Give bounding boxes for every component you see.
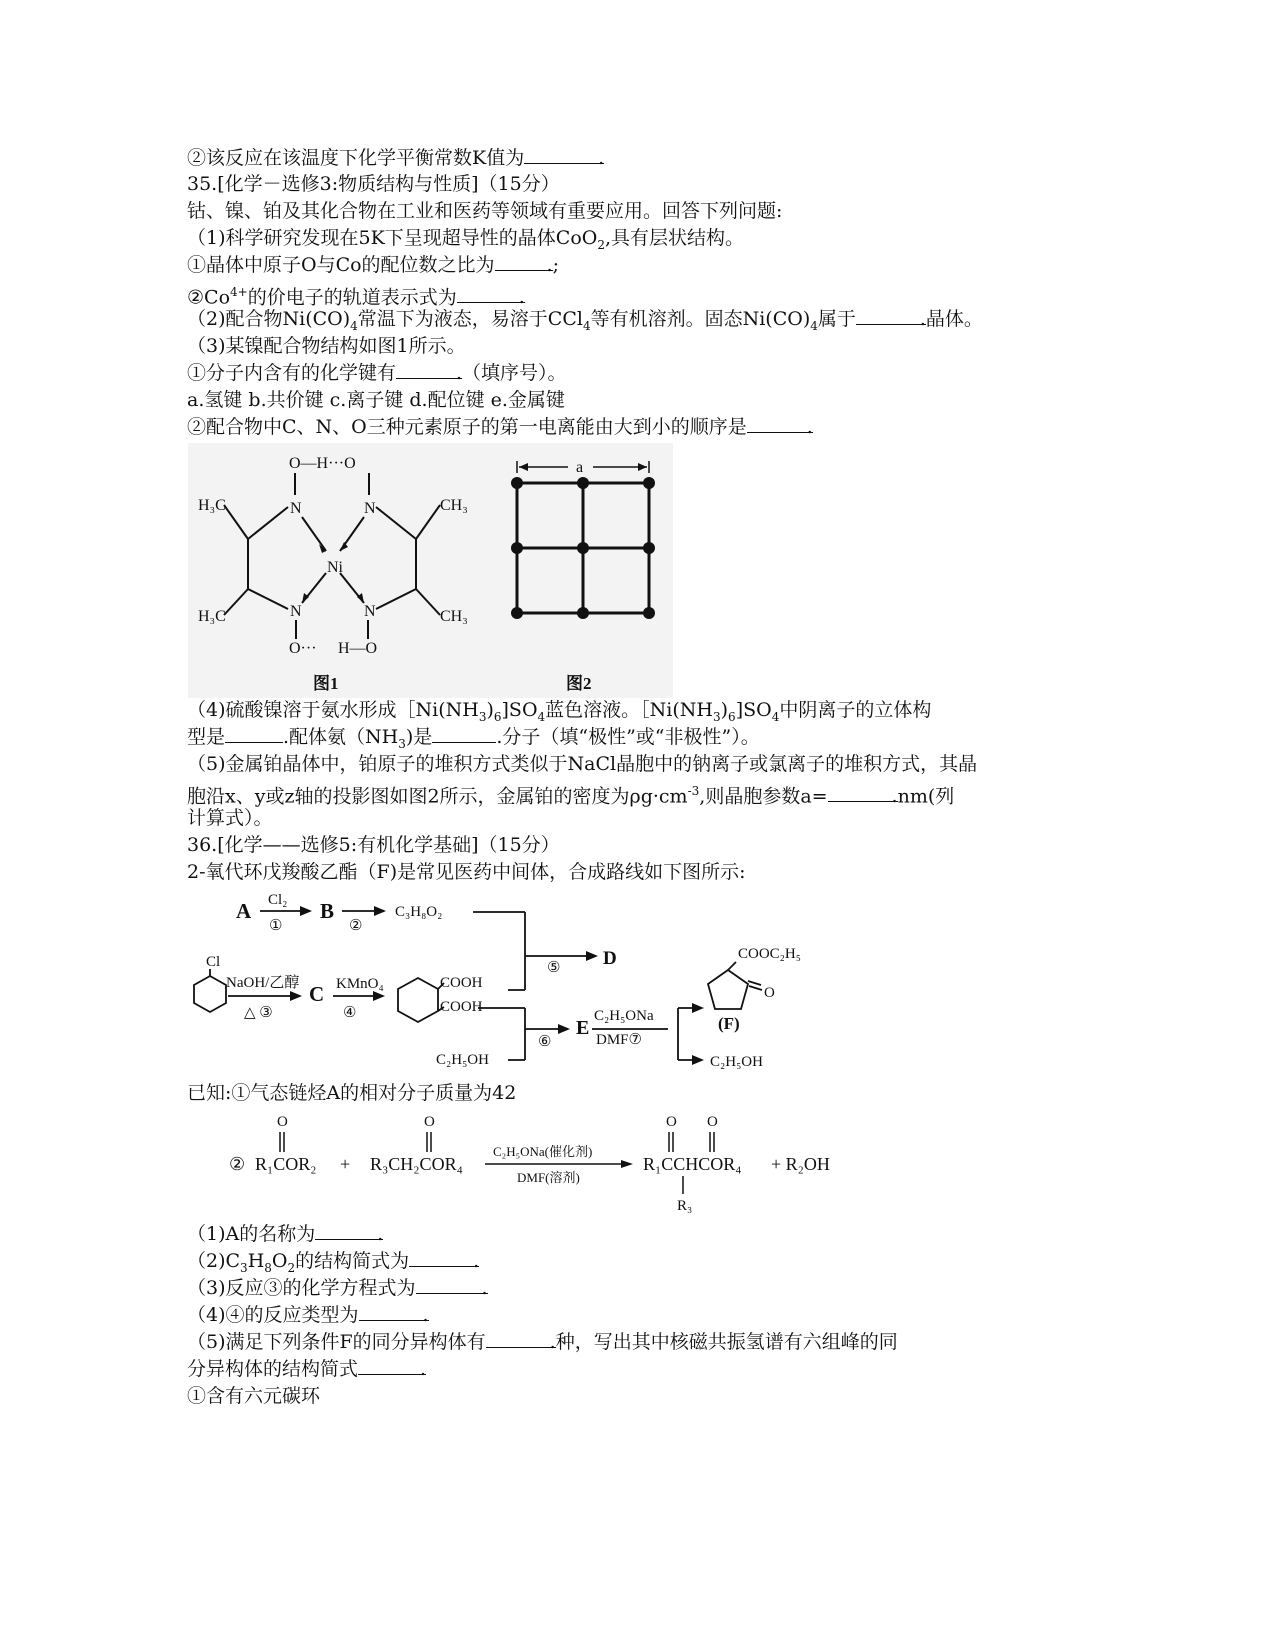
known-reaction-2 <box>225 1106 845 1218</box>
fig1-label: N <box>364 603 376 620</box>
q34-subquestion-2: ②该反应在该温度下化学平衡常数K值为 . <box>187 147 605 169</box>
answer-blank[interactable]: . <box>828 783 898 802</box>
answer-blank[interactable]: . <box>396 360 462 379</box>
q35-part3-options: a.氢键 b.共价键 c.离子键 d.配位键 e.金属键 <box>187 389 565 411</box>
fig1-label: H—O <box>338 640 378 657</box>
answer-blank[interactable]: . <box>409 1248 479 1267</box>
answer-blank[interactable]: . <box>315 1221 383 1240</box>
svg-text:Cl: Cl <box>206 954 221 970</box>
svg-text:C₂H₅ONa: C₂H₅ONa <box>594 1008 654 1024</box>
q35-part1-sub1: ①晶体中原子O与Co的配位数之比为 .; <box>187 254 559 276</box>
answer-blank[interactable]: . <box>359 1302 429 1321</box>
svg-text:O: O <box>666 1114 677 1130</box>
fig1-label: H₃C <box>198 497 226 514</box>
q35-part2: （2)配合物$Ni(CO)_4$常温下为液态，易溶于CCl$_4$等有机溶剂。固态$Ni(CO)_4$属于 .晶体。 <box>187 308 983 333</box>
svg-text:R₃: R₃ <box>677 1198 693 1214</box>
fig1-label: CH₃ <box>440 608 468 625</box>
figure-2-caption: 图2 <box>566 674 592 693</box>
q35-part3-sub2: ②配合物中C、N、O三种元素原子的第一电离能由大到小的顺序是 . <box>187 416 813 438</box>
svg-text:②: ② <box>229 1154 246 1174</box>
fig1-label: N <box>290 500 302 517</box>
svg-text:④: ④ <box>343 1005 357 1021</box>
q35-intro: 钴、镍、铂及其化合物在工业和医药等领域有重要应用。回答下列问题: <box>187 200 783 222</box>
fig1-label: N <box>290 603 302 620</box>
q36-intro: 2-氧代环戊羧酸乙酯（F)是常见医药中间体，合成路线如下图所示: <box>187 861 746 883</box>
q36-part5-condition-1: ①含有六元碳环 <box>187 1385 321 1407</box>
q35-part1-sub2: $②Co^{4+}$的价电子的轨道表示式为 . <box>187 285 525 309</box>
svg-text:KMnO₄: KMnO₄ <box>336 976 384 992</box>
figure-1-2 <box>188 443 673 698</box>
fig1-label: Ni <box>327 559 343 576</box>
q35-part1-stem: （1)科学研究发现在5K下呈现超导性的晶体CoO$_2$,具有层状结构。 <box>187 227 745 252</box>
svg-text:+: + <box>340 1154 351 1174</box>
svg-text:DMF(溶剂): DMF(溶剂) <box>517 1170 580 1185</box>
svg-text:NaOH/乙醇: NaOH/乙醇 <box>226 975 300 991</box>
svg-text:C₂H₅OH: C₂H₅OH <box>436 1052 489 1068</box>
q35-part5-line1: （5)金属铂晶体中，铂原子的堆积方式类似于NaCl晶胞中的钠离子或氯离子的堆积方式，其晶 <box>187 753 978 775</box>
q36-part5-line2: 分异构体的结构简式 . <box>187 1358 427 1380</box>
answer-blank[interactable]: . <box>495 252 553 271</box>
svg-text:COOH: COOH <box>440 975 483 991</box>
q36-part1: （1)A的名称为 . <box>187 1223 384 1245</box>
fig1-label: O··· <box>289 640 317 657</box>
svg-text:R₁COR₂: R₁COR₂ <box>255 1154 317 1174</box>
svg-text:COOC₂H₅: COOC₂H₅ <box>738 946 801 962</box>
q36-part4: （4)④的反应类型为 . <box>187 1304 429 1326</box>
answer-blank[interactable] <box>432 724 496 743</box>
svg-text:⑥: ⑥ <box>538 1034 552 1050</box>
compound-A: A <box>236 899 252 923</box>
svg-text:C₂H₅OH: C₂H₅OH <box>710 1054 763 1070</box>
answer-blank[interactable]: . <box>524 145 604 164</box>
svg-text:+ R₂OH: + R₂OH <box>771 1154 830 1174</box>
svg-text:O: O <box>277 1114 288 1130</box>
q36-heading: 36.[化学——选修5:有机化学基础]（15分） <box>187 834 560 856</box>
svg-text:Cl₂: Cl₂ <box>268 892 288 908</box>
q35-part3-stem: （3)某镍配合物结构如图1所示。 <box>187 335 466 357</box>
q35-heading: 35.[化学－选修3:物质结构与性质]（15分） <box>187 173 560 195</box>
fig1-label: N <box>364 500 376 517</box>
svg-text:②: ② <box>349 918 363 934</box>
answer-blank[interactable]: . <box>416 1275 488 1294</box>
answer-blank[interactable] <box>225 724 283 743</box>
fig1-label: CH₃ <box>440 497 468 514</box>
answer-blank[interactable]: . <box>856 306 926 325</box>
q36-known-1: 已知:①气态链烃A的相对分子质量为42 <box>187 1082 517 1104</box>
svg-text:C₂H₅ONa(催化剂): C₂H₅ONa(催化剂) <box>493 1144 593 1159</box>
svg-text:(F): (F) <box>718 1014 740 1033</box>
svg-text:R₃CH₂COR₄: R₃CH₂COR₄ <box>370 1154 463 1174</box>
svg-text:R₁CCHCOR₄: R₁CCHCOR₄ <box>643 1154 742 1174</box>
q35-part4-line1: （4)硫酸镍溶于氨水形成$[Ni(NH_3)_6]SO_4$蓝色溶液。$[Ni(NH_3)_6]SO_4$中阴离子的立体构 <box>187 699 932 724</box>
figure-2-dimension-label: a <box>576 459 584 476</box>
compound-C: C <box>309 982 325 1006</box>
svg-text:O: O <box>707 1114 718 1130</box>
compound-E: E <box>576 1017 590 1039</box>
q35-part4-line2: 型是 .配体氨$(NH_3)$是 .分子（填“极性”或“非极性”）。 <box>187 726 760 751</box>
svg-text:COOH: COOH <box>440 999 483 1015</box>
q35-part3-sub1: ①分子内含有的化学键有 .（填序号）。 <box>187 362 567 384</box>
svg-text:O: O <box>764 985 775 1001</box>
compound-D: D <box>603 948 617 969</box>
fig1-label: O—H···O <box>289 455 356 472</box>
fig1-label: H₃C <box>198 608 226 625</box>
answer-blank[interactable]: . <box>457 284 525 303</box>
svg-text:C₃H₈O₂: C₃H₈O₂ <box>395 904 443 920</box>
svg-text:O: O <box>424 1114 435 1130</box>
svg-text:DMF⑦: DMF⑦ <box>596 1032 642 1048</box>
figure-1-caption: 图1 <box>313 674 339 693</box>
q36-part5-line1: （5)满足下列条件F的同分异构体有 .种，写出其中核磁共振氢谱有六组峰的同 <box>187 1331 898 1353</box>
q35-part5-line3: 计算式）。 <box>187 807 273 829</box>
answer-blank[interactable]: . <box>358 1356 426 1375</box>
svg-text:①: ① <box>269 918 283 934</box>
q36-part2: $(2)C_3H_8O_2$的结构简式为 . <box>187 1250 480 1275</box>
answer-blank[interactable]: . <box>486 1329 556 1348</box>
answer-blank[interactable]: . <box>747 414 813 433</box>
svg-text:△ ③: △ ③ <box>244 1005 273 1021</box>
synthesis-route-figure <box>188 884 818 1080</box>
svg-text:⑤: ⑤ <box>547 960 561 976</box>
q36-part3: （3)反应③的化学方程式为 . <box>187 1277 488 1299</box>
compound-B: B <box>320 899 335 923</box>
q35-part5-line2: 胞沿x、y或z轴的投影图如图2所示，金属铂的密度为$\rho g\cdot cm^{-3}$,则晶胞参数a= .nm(列 <box>187 784 955 808</box>
